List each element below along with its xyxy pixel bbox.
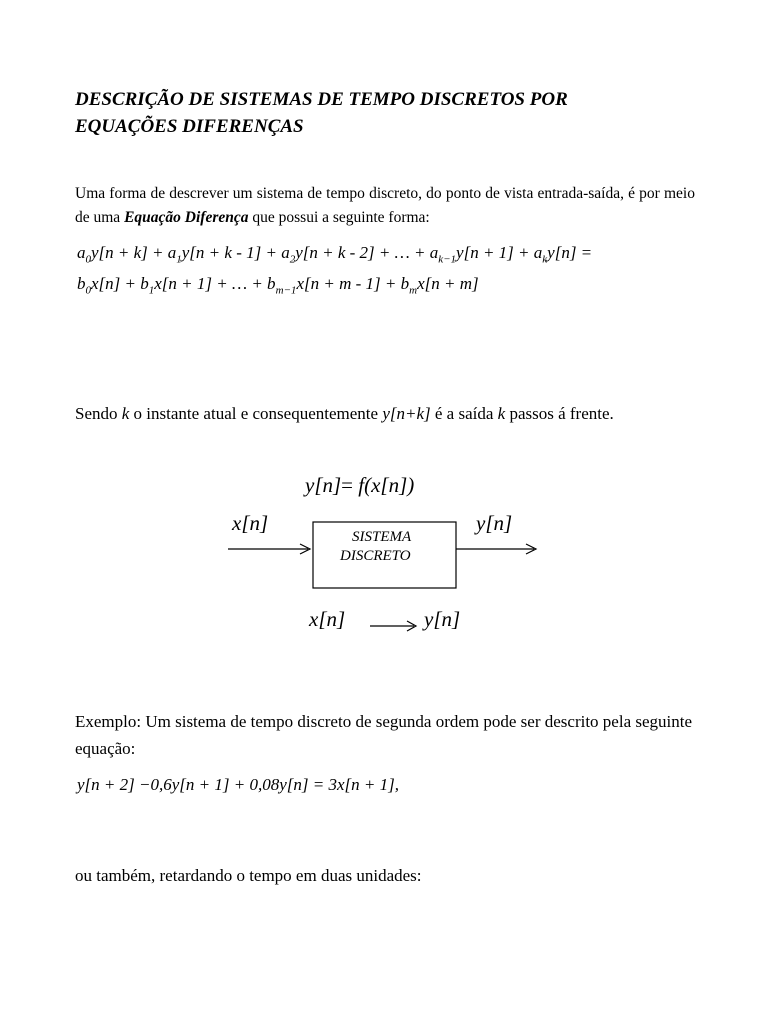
example-paragraph: Exemplo: Um sistema de tempo discreto de segunda ordem pode ser descrito pela seguinte equação:	[75, 712, 693, 758]
example-equation: y[n + 2] −0,6y[n + 1] + 0,08y[n] = 3x[n + 1],	[77, 775, 399, 794]
mapping-input-label: x[n]	[309, 607, 346, 631]
system-block-diagram	[0, 460, 768, 650]
difference-equation-line-1: $a_0y[n + k] + a_1y[n + k - 1] + a_2y[n + k - 2]$ + … + $a_{k-1}y[n + 1] + a_ky[n]$ =	[77, 243, 593, 266]
input-signal-label: x[n]	[232, 511, 269, 535]
intro-bold-term: Equação Diferença	[124, 209, 249, 226]
title-line-1: DESCRIÇÃO DE SISTEMAS DE TEMPO DISCRETOS POR	[75, 89, 568, 110]
diagram-formula: y[n]= f(x[n])	[305, 473, 415, 497]
system-box-label-line-1: SISTEMA	[352, 529, 412, 545]
intro-text-before: Uma forma de descrever um sistema de tempo discreto, do ponto de vista entrada-saída, é por meio de uma	[75, 185, 695, 226]
title-line-2: EQUAÇÕES DIFERENÇAS	[75, 116, 304, 137]
page-title	[75, 86, 695, 140]
system-box-label-line-2: DISCRETO	[340, 548, 411, 564]
footer-paragraph: ou também, retardando o tempo em duas unidades:	[75, 866, 422, 885]
difference-equation-line-2: $b_0x[n] + b_1x[n + 1]$ + … + $b_{m-1}x[n + m - 1] + b_mx[n + m]$	[77, 274, 479, 297]
mapping-output-label: y[n]	[424, 607, 461, 631]
state-explanation-paragraph: Sendo k o instante atual e consequentemente y[n+k] é a saída k passos á frente.	[75, 404, 614, 423]
output-signal-label: y[n]	[476, 511, 513, 535]
intro-paragraph	[75, 182, 695, 230]
intro-text-after: que possui a seguinte forma:	[248, 209, 430, 226]
